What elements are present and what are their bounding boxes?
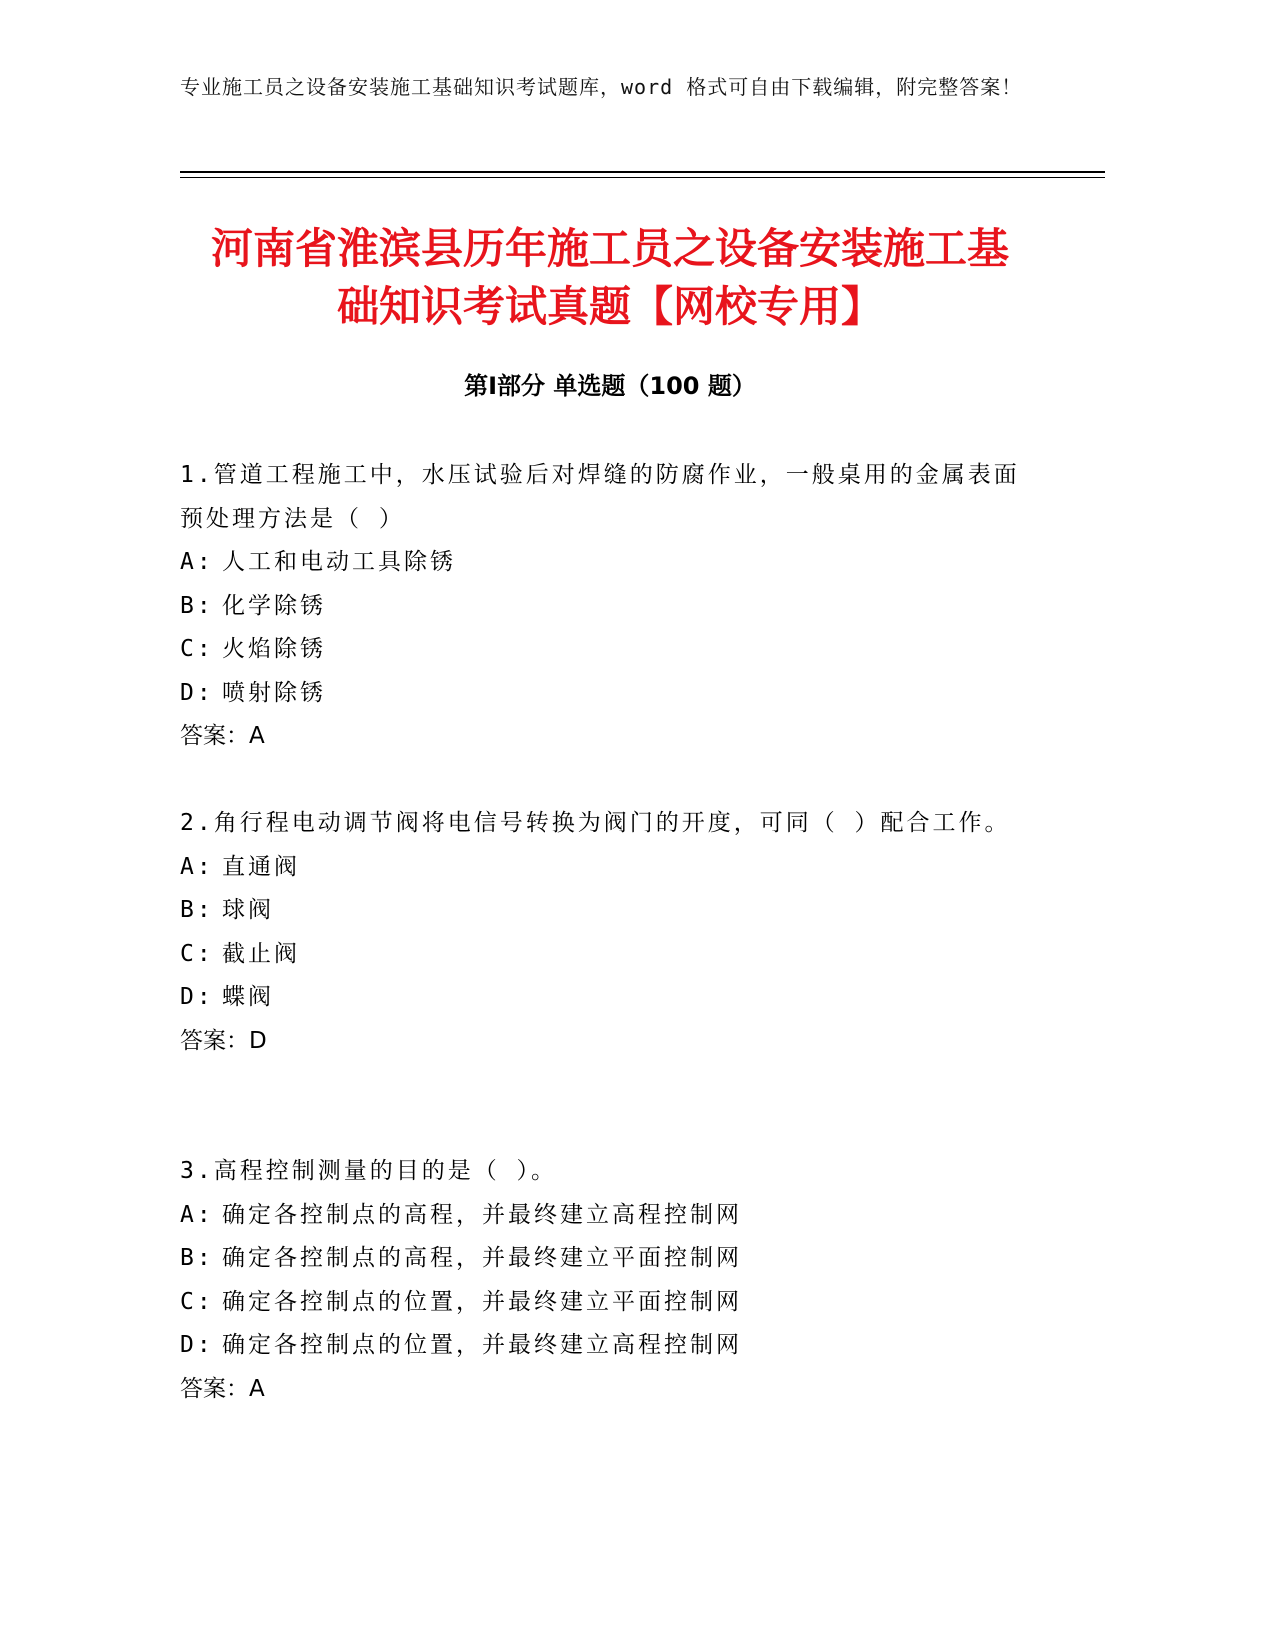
option-text: 确定各控制点的高程，并最终建立平面控制网	[222, 1245, 742, 1271]
option-c	[180, 1281, 1040, 1325]
option-letter: C:	[180, 940, 214, 967]
option-text: 确定各控制点的位置，并最终建立平面控制网	[222, 1288, 742, 1315]
option-text: 确定各控制点的位置，并最终建立高程控制网	[222, 1332, 742, 1358]
option-letter: C:	[180, 636, 214, 662]
option-letter: D:	[180, 679, 214, 706]
option-text: 火焰除锈	[222, 636, 326, 662]
option-letter: A:	[180, 1201, 214, 1228]
option-text: 蝶阀	[222, 984, 274, 1010]
document-title-line-2: 础知识考试真题【网校专用】	[336, 282, 883, 331]
option-letter: A:	[180, 549, 214, 575]
answer: 答案：A	[180, 1375, 265, 1402]
option-letter: B:	[180, 1245, 214, 1271]
answer: 答案：D	[180, 1027, 267, 1054]
option-letter: B:	[180, 592, 214, 619]
option-c	[180, 933, 1040, 977]
section-heading: 第Ⅰ部分 单选题（100 题）	[464, 372, 756, 400]
option-text: 化学除锈	[222, 592, 326, 619]
option-a	[180, 1194, 1040, 1238]
option-b	[180, 1237, 1040, 1281]
option-b	[180, 585, 1040, 629]
document-title-line-1: 河南省淮滨县历年施工员之设备安装施工基	[210, 224, 1009, 273]
document-title	[160, 220, 1060, 336]
option-d	[180, 672, 1040, 716]
option-a	[180, 846, 1040, 890]
option-text: 球阀	[222, 897, 274, 923]
option-c	[180, 628, 1040, 672]
option-text: 喷射除锈	[222, 679, 326, 706]
header-note: 专业施工员之设备安装施工基础知识考试题库，word 格式可自由下载编辑，附完整答案！	[180, 75, 1023, 99]
option-letter: D:	[180, 984, 214, 1010]
question-stem: 3.高程控制测量的目的是（ ）。	[180, 1158, 558, 1184]
option-d	[180, 1324, 1040, 1368]
option-letter: B:	[180, 897, 214, 923]
question-2	[180, 802, 1040, 1063]
option-letter: A:	[180, 853, 214, 880]
option-letter: D:	[180, 1332, 214, 1358]
question-3	[180, 1150, 1040, 1411]
option-a	[180, 541, 1040, 585]
option-text: 确定各控制点的高程，并最终建立高程控制网	[222, 1201, 742, 1228]
option-d	[180, 976, 1040, 1020]
question-1	[180, 454, 1040, 759]
option-letter: C:	[180, 1288, 214, 1315]
header-rule-thin	[180, 177, 1105, 178]
option-text: 直通阀	[222, 853, 300, 880]
question-stem: 1.管道工程施工中，水压试验后对焊缝的防腐作业，一般桌用的金属表面预处理方法是（ ）	[180, 462, 1020, 532]
header-rule-thick	[180, 171, 1105, 173]
answer: 答案：A	[180, 723, 265, 749]
question-stem: 2.角行程电动调节阀将电信号转换为阀门的开度，可同（ ）配合工作。	[180, 810, 1011, 836]
option-text: 截止阀	[222, 940, 300, 967]
option-b	[180, 889, 1040, 933]
option-text: 人工和电动工具除锈	[222, 549, 456, 575]
